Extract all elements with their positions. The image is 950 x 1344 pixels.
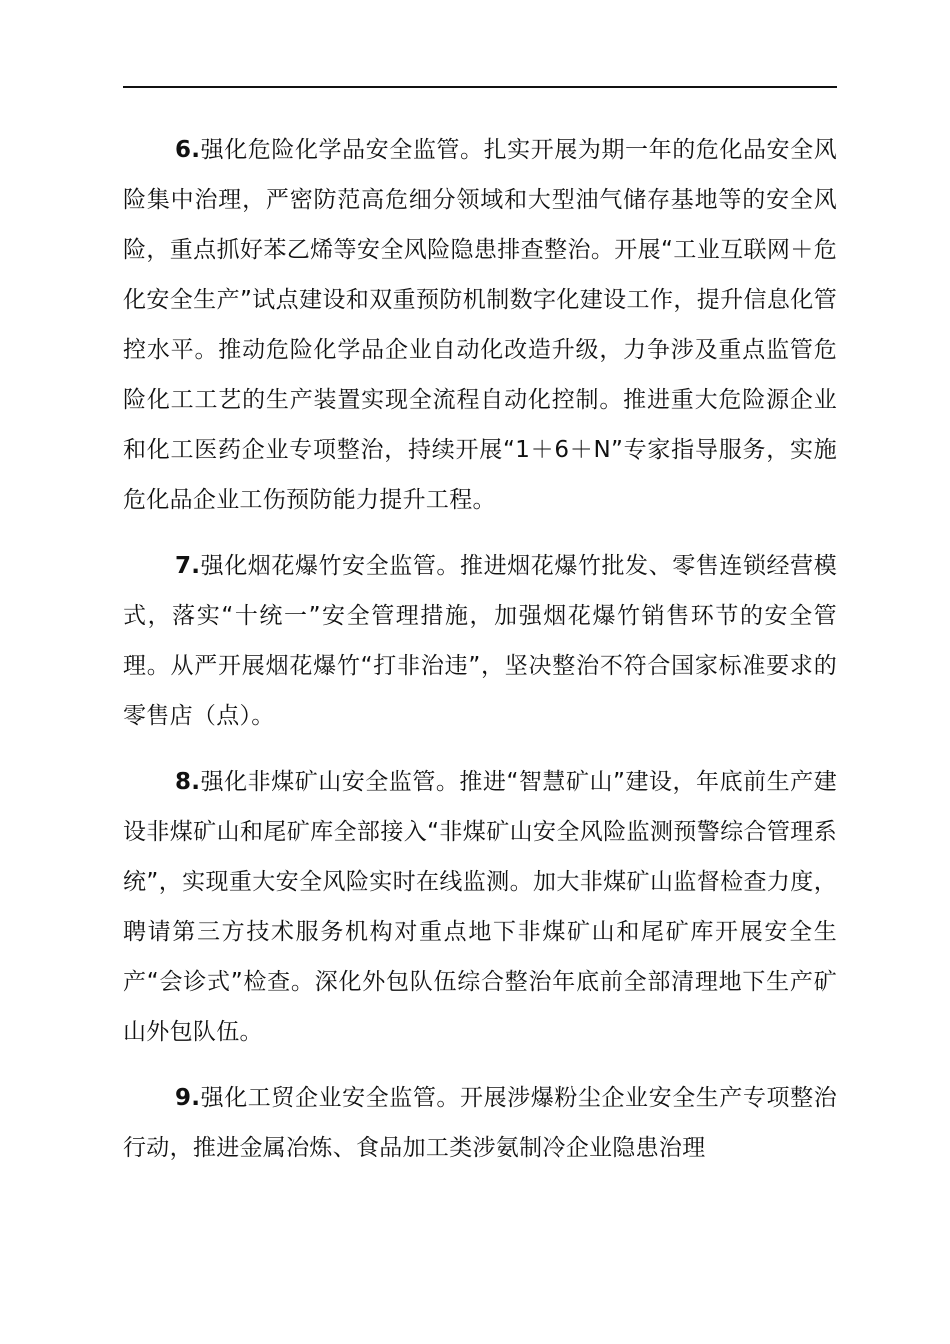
paragraph-7: [123, 541, 837, 741]
document-body: [123, 125, 837, 1189]
paragraph-text: 强化工贸企业安全监管。开展涉爆粉尘企业安全生产专项整治行动，推进金属冶炼、食品加工类涉氨制冷企业隐患治理: [123, 1085, 837, 1161]
paragraph-6: [123, 125, 837, 525]
paragraph-number: 8.: [175, 769, 201, 795]
paragraph-text: 强化非煤矿山安全监管。推进“智慧矿山”建设，年底前生产建设非煤矿山和尾矿库全部接入“非煤矿山安全风险监测预警综合管理系统”，实现重大安全风险实时在线监测。加大非煤矿山监督检查力度，聘请第三方技术服务机构对重点地下非煤矿山和尾矿库开展安全生产“会诊式”检查。深化外包队伍综合整治年底前全部清理地下生产矿山外包队伍。: [123, 769, 837, 1045]
paragraph-text: 强化烟花爆竹安全监管。推进烟花爆竹批发、零售连锁经营模式，落实“十统一”安全管理措施，加强烟花爆竹销售环节的安全管理。从严开展烟花爆竹“打非治违”，坚决整治不符合国家标准要求的零售店（点）。: [123, 553, 837, 729]
header-rule: [123, 86, 837, 88]
paragraph-number: 6.: [175, 137, 201, 163]
paragraph-9: [123, 1073, 837, 1173]
paragraph-text: 强化危险化学品安全监管。扎实开展为期一年的危化品安全风险集中治理，严密防范高危细分领域和大型油气储存基地等的安全风险，重点抓好苯乙烯等安全风险隐患排查整治。开展“工业互联网＋危化安全生产”试点建设和双重预防机制数字化建设工作，提升信息化管控水平。推动危险化学品企业自动化改造升级，力争涉及重点监管危险化工工艺的生产装置实现全流程自动化控制。推进重大危险源企业和化工医药企业专项整治，持续开展“1＋6＋N”专家指导服务，实施危化品企业工伤预防能力提升工程。: [123, 137, 837, 513]
paragraph-number: 9.: [175, 1085, 201, 1111]
paragraph-8: [123, 757, 837, 1057]
paragraph-number: 7.: [175, 553, 201, 579]
